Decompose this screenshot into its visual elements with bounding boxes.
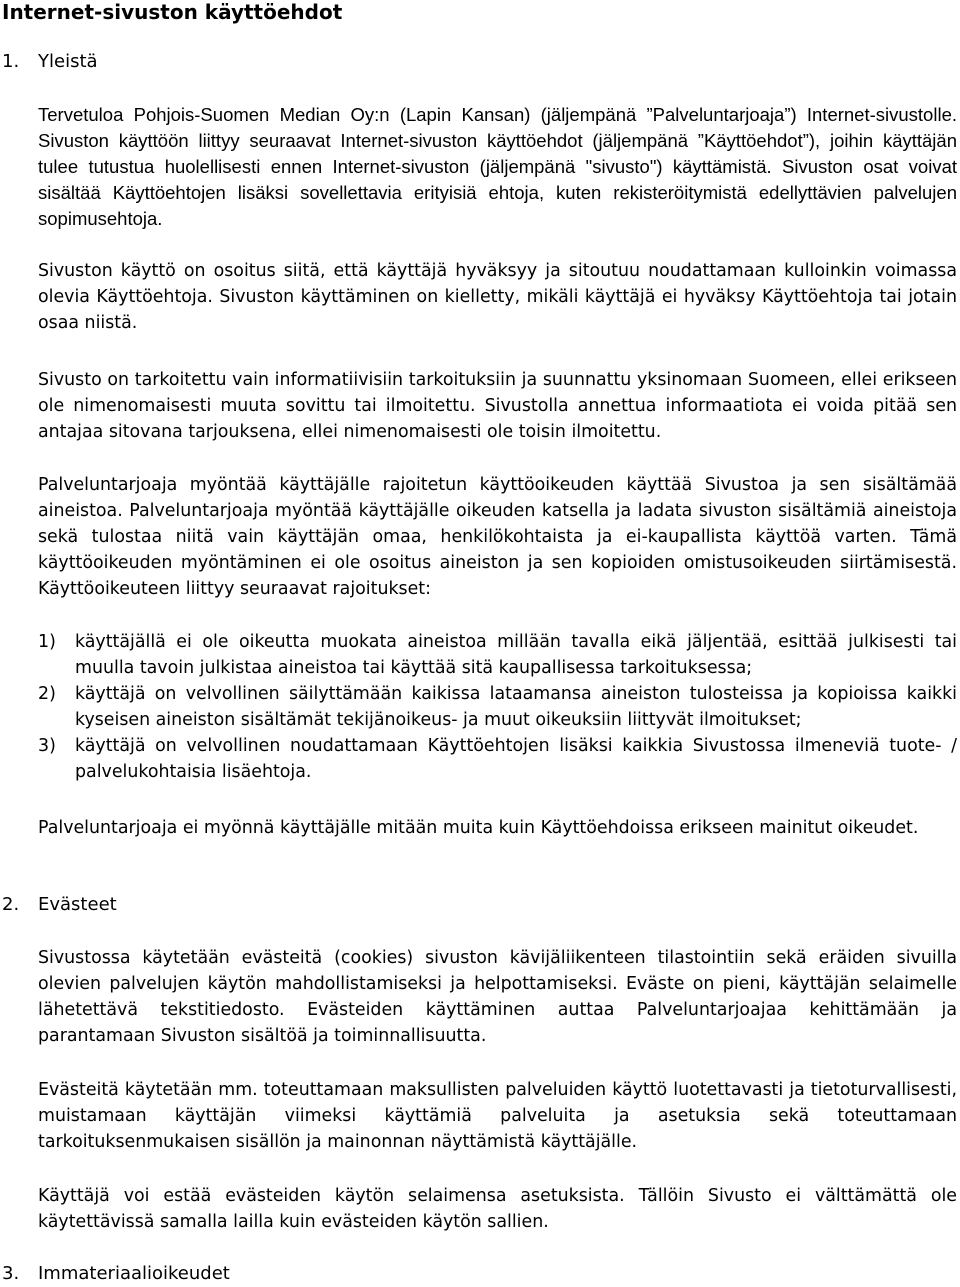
paragraph-intro: Tervetuloa Pohjois-Suomen Median Oy:n (Lapin Kansan) (jäljempänä ”Palveluntarjoaja”) Internet-sivustolle. Sivuston käyttöön liittyy seuraavat Internet-sivuston käyttöehdot (jäljempänä ”Käyttöehdot”), joihin käyttäjän tulee tutustua huolellisesti ennen Internet-sivuston (jäljempänä "sivusto") käyttämistä. Sivuston osat voivat sisältää Käyttöehtojen lisäksi sovellettavia erityisiä ehtoja, kuten rekisteröitymistä edellyttävien palvelujen sopimusehtoja. bbox=[38, 104, 957, 229]
list-marker: 3) bbox=[38, 736, 56, 756]
paragraph-purpose: Sivusto on tarkoitettu vain informatiivisiin tarkoituksiin ja suunnattu yksinomaan Suomeen, ellei erikseen ole nimenomaisesti muuta sovittu tai ilmoitettu. Sivustolla annettua informaatiota ei voida pitää sen antajaa sitovana tarjouksena, ellei nimenomaisesti ole toisin ilmoitettu. bbox=[38, 370, 957, 442]
section-title: Evästeet bbox=[38, 894, 117, 915]
document-title: Internet-sivuston käyttöehdot bbox=[2, 0, 343, 24]
section-number: 2. bbox=[2, 894, 20, 915]
section-title: Yleistä bbox=[38, 51, 98, 72]
paragraph-cookie-usage: Evästeitä käytetään mm. toteuttamaan maksullisten palveluiden käyttö luotettavasti ja tietoturvallisesti, muistamaan käyttäjän viimeksi käyttämiä palveluita ja asetuksia sekä toteuttamaan tarkoituksenmukaisen sisällön ja mainonnan näyttämistä käyttäjälle. bbox=[38, 1080, 957, 1152]
section-heading-1 bbox=[2, 49, 98, 75]
paragraph-acceptance: Sivuston käyttö on osoitus siitä, että käyttäjä hyväksyy ja sitoutuu noudattamaan kulloinkin voimassa olevia Käyttöehtoja. Sivuston käyttäminen on kielletty, mikäli käyttäjä ei hyväksy Käyttöehtoja tai jotain osaa niistä. bbox=[38, 261, 957, 333]
list-item-text: käyttäjä on velvollinen noudattamaan Käyttöehtojen lisäksi kaikkia Sivustossa ilmeneviä tuote- / palvelukohtaisia lisäehtoja. bbox=[75, 736, 957, 782]
list-item bbox=[38, 733, 957, 785]
paragraph-rights: Palveluntarjoaja ei myönnä käyttäjälle mitään muita kuin Käyttöehdoissa erikseen mainitut oikeudet. bbox=[38, 818, 919, 838]
list-item bbox=[38, 629, 957, 681]
paragraph-cookie-blocking: Käyttäjä voi estää evästeiden käytön selaimensa asetuksista. Tällöin Sivusto ei välttämättä ole käytettävissä samalla lailla kuin evästeiden käytön sallien. bbox=[38, 1186, 957, 1232]
section-heading-3 bbox=[2, 1261, 230, 1287]
paragraph-license: Palveluntarjoaja myöntää käyttäjälle rajoitetun käyttöoikeuden käyttää Sivustoa ja sen sisältämää aineistoa. Palveluntarjoaja myöntää käyttäjälle oikeuden katsella ja ladata sivuston sisältämiä aineistoja sekä tulostaa niitä vain käyttäjän omaa, henkilökohtaista ja ei-kaupallista käyttöä varten. Tämä käyttöoikeuden myöntäminen ei ole osoitus aineiston ja sen kopioiden omistusoikeuden siirtämisestä. Käyttöoikeuteen liittyy seuraavat rajoitukset: bbox=[38, 475, 957, 599]
section-number: 3. bbox=[2, 1263, 20, 1284]
paragraph-cookies: Sivustossa käytetään evästeitä (cookies) sivuston kävijäliikenteen tilastointiin sekä eräiden sivuilla olevien palvelujen käytön mahdollistamiseksi ja helpottamiseksi. Eväste on pieni, käyttäjän selaimelle lähetettävä tekstitiedosto. Evästeiden käyttäminen auttaa Palveluntarjoajaa kehittämään ja parantamaan Sivuston sisältöä ja toiminnallisuutta. bbox=[38, 948, 957, 1046]
restrictions-list bbox=[38, 629, 957, 785]
section-number: 1. bbox=[2, 51, 20, 72]
section-heading-2 bbox=[2, 892, 117, 918]
section-title: Immateriaalioikeudet bbox=[38, 1263, 230, 1284]
list-item-text: käyttäjä on velvollinen säilyttämään kaikissa lataamansa aineiston tulosteissa ja kopioissa kaikki kyseisen aineiston sisältämät tekijänoikeus- ja muut oikeuksiin liittyvät ilmoitukset; bbox=[75, 684, 957, 730]
list-marker: 2) bbox=[38, 684, 56, 704]
list-marker: 1) bbox=[38, 632, 56, 652]
list-item bbox=[38, 681, 957, 733]
list-item-text: käyttäjällä ei ole oikeutta muokata aineistoa millään tavalla eikä jäljentää, esittää julkisesti tai muulla tavoin julkistaa aineistoa tai käyttää sitä kaupallisessa tarkoituksessa; bbox=[75, 632, 957, 678]
